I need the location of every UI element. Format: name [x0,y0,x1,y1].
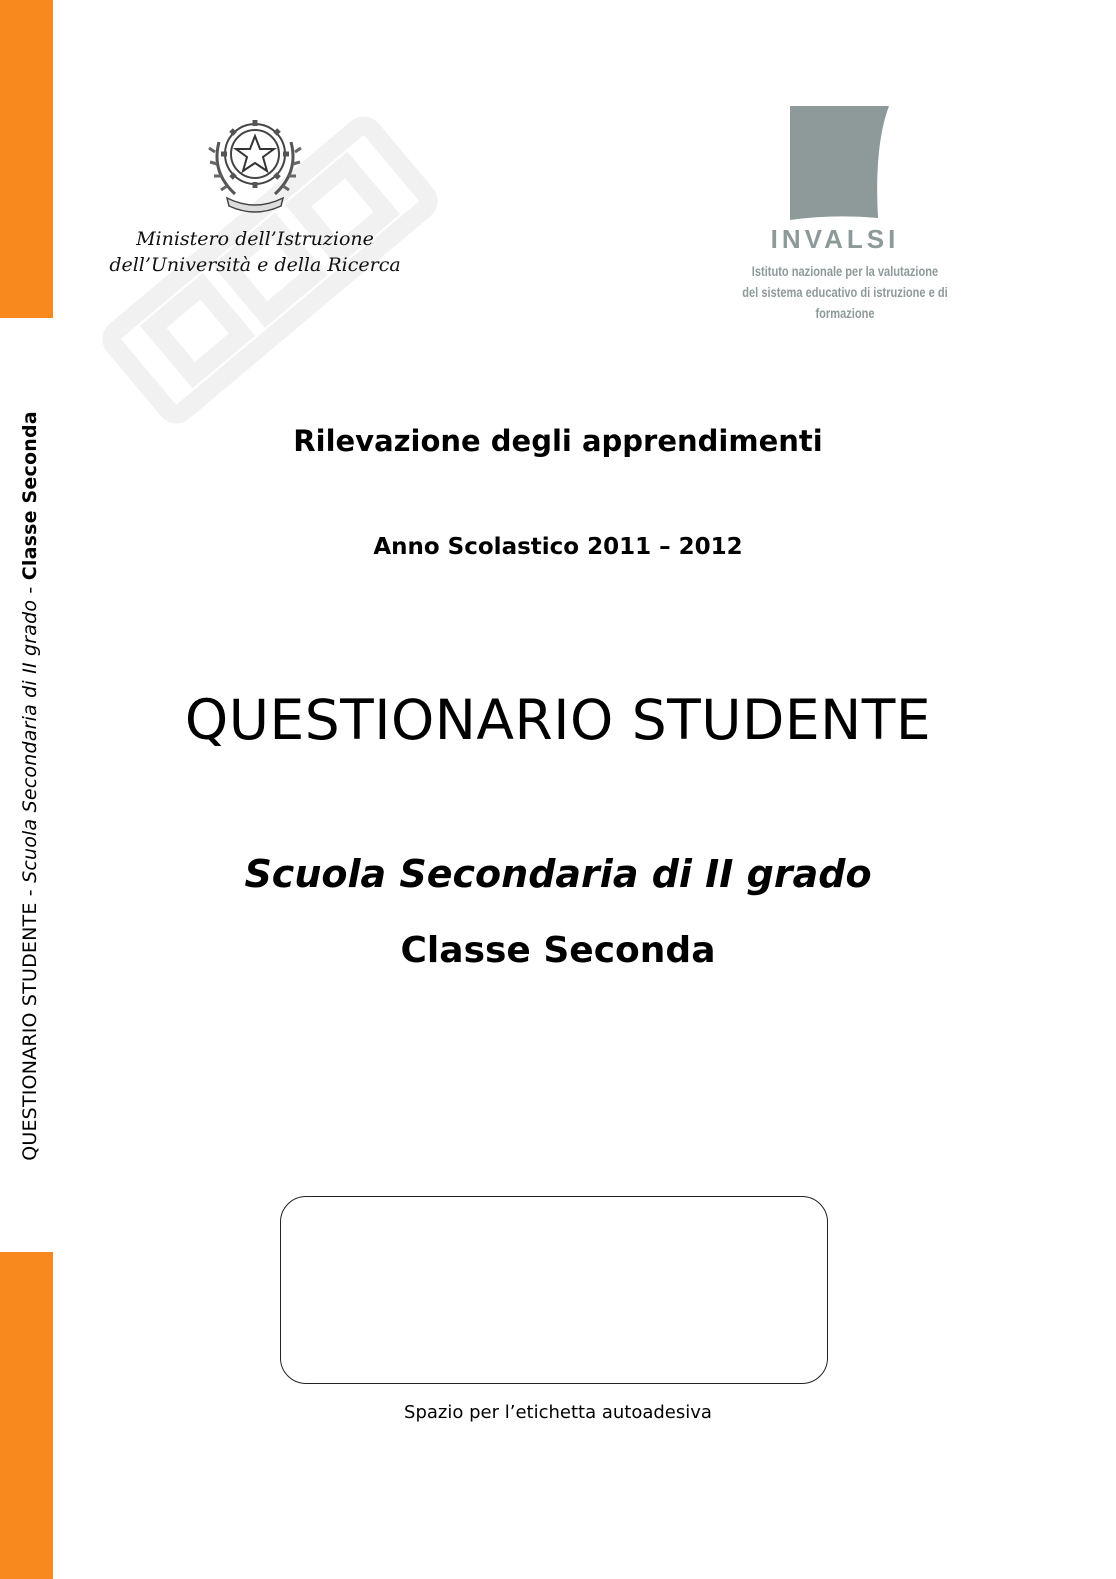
side-label-part3: - [19,580,41,600]
side-label-part4: Classe Seconda [19,411,41,581]
ministry-name-line2: dell’Università e della Ricerca [109,254,401,276]
school-year: Anno Scolastico 2011 – 2012 [373,534,743,560]
ministry-logo-block [100,102,410,278]
invalsi-logo-block [700,106,990,324]
vertical-side-label [19,411,41,1161]
ministry-name-line1: Ministero dell’Istruzione [136,228,374,250]
school-level: Scuola Secondaria di II grado [244,852,872,896]
invalsi-tagline-2: del sistema educativo di istruzione e di formazione [742,285,948,321]
sticker-caption: Spazio per l’etichetta autoadesiva [404,1402,712,1423]
survey-title: Rilevazione degli apprendimenti [293,424,823,458]
invalsi-name: INVALSI [770,224,900,254]
class-level: Classe Seconda [400,930,716,971]
sticker-label-box [280,1196,828,1384]
questionnaire-heading: QUESTIONARIO STUDENTE [184,688,932,752]
side-label-part1: QUESTIONARIO STUDENTE - [19,882,41,1161]
invalsi-tagline-1: Istituto nazionale per la valutazione [751,264,939,279]
republic-emblem-icon [205,102,305,220]
side-label-part2: Scuola Secondaria di II grado [19,599,41,883]
orange-side-bar-top [0,0,53,318]
invalsi-flag-icon [774,106,904,222]
